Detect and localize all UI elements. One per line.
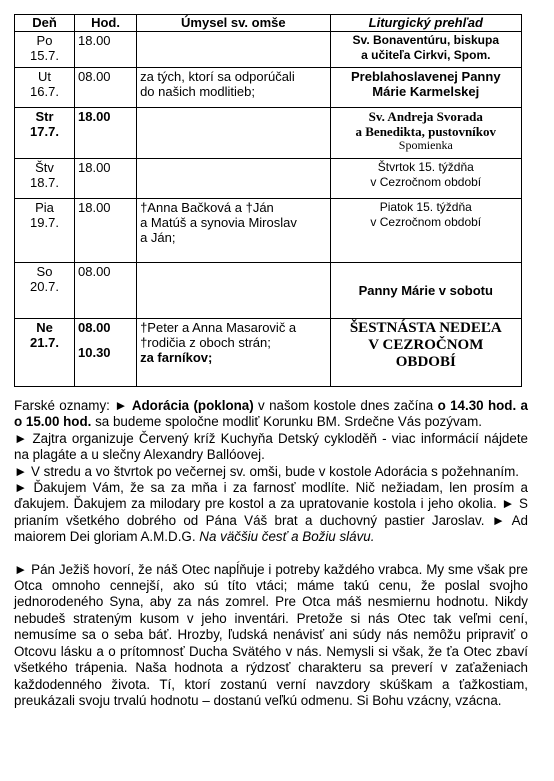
announcement-italic-text: Na väčšiu česť a Božiu slávu. bbox=[199, 529, 375, 545]
day-cell bbox=[15, 319, 75, 387]
hour-cell: 18.00 bbox=[75, 199, 137, 263]
liturgy-cell bbox=[330, 263, 521, 319]
liturgy-cell bbox=[330, 159, 521, 199]
liturgy-line: V CEZROČNOM bbox=[368, 337, 484, 353]
day-date: 20.7. bbox=[30, 279, 59, 294]
liturgy-line: v Cezročnom období bbox=[370, 215, 482, 229]
hour-cell: 18.00 bbox=[75, 159, 137, 199]
hour-cell: 18.00 bbox=[75, 32, 137, 68]
header-hour: Hod. bbox=[75, 15, 137, 32]
table-row bbox=[15, 32, 522, 68]
announcement-paragraph: ► Zajtra organizuje Červený kríž Kuchyňa Detský cykloděň - viac informácií nájdete na plagáte a u slečny Alexandry Ballóovej. bbox=[14, 430, 528, 463]
liturgy-line: Panny Márie v sobotu bbox=[358, 283, 493, 298]
intention-line: †Peter a Anna Masarovič a bbox=[140, 320, 297, 335]
intention-cell bbox=[137, 159, 330, 199]
day-name: Pia bbox=[35, 200, 54, 215]
intention-line: do našich modlitieb; bbox=[140, 84, 255, 99]
hour-line: 08.00 bbox=[78, 320, 111, 335]
announcement-bold-text: Adorácia (poklona) bbox=[131, 398, 254, 413]
intention-line: †rodičia z oboch strán; bbox=[140, 335, 271, 350]
table-row bbox=[15, 263, 522, 319]
day-name: Ut bbox=[38, 69, 51, 84]
mass-schedule-table bbox=[14, 14, 522, 387]
intention-line: za farníkov; bbox=[140, 350, 213, 365]
liturgy-line: Piatok 15. týždňa bbox=[379, 200, 472, 214]
liturgy-line: Sv. Andreja Svorada bbox=[368, 109, 483, 124]
liturgy-line: Štvrtok 15. týždňa bbox=[377, 160, 474, 174]
announcement-bold-text: o 14.30 hod. a o 15.00 hod. bbox=[14, 398, 528, 430]
day-cell bbox=[15, 263, 75, 319]
hour-cell: 08.00 bbox=[75, 263, 137, 319]
day-cell bbox=[15, 199, 75, 263]
liturgy-line: Márie Karmelskej bbox=[372, 84, 480, 99]
intention-cell bbox=[137, 68, 330, 108]
table-row bbox=[15, 319, 522, 387]
liturgy-line: OBDOBÍ bbox=[395, 354, 456, 370]
day-name: So bbox=[36, 264, 53, 279]
intention-cell bbox=[137, 108, 330, 159]
announcement-paragraph: ► V stredu a vo štvrtok po večernej sv. omši, bude v kostole Adorácia s požehnaním. bbox=[14, 463, 519, 479]
liturgy-line: Sv. Bonaventúru, biskupa bbox=[352, 33, 500, 47]
day-name: Ne bbox=[36, 320, 53, 335]
announcement-text: ► Ďakujem Vám, že sa za mňa i za farnosť modlíte. Nič nežiadam, len prosím a ďakujem. Ďakujem za milodary pre kostol a za upratovanie kostola i jeho okolia. ► S prianím všetkého dobrého od Pána Váš brat a duchovný pastier Jaroslav. ► Ad maiorem Dei gloriam A.M.D.G. bbox=[14, 480, 528, 545]
parish-announcements bbox=[14, 398, 528, 709]
liturgy-line: a učiteľa Cirkvi, Spom. bbox=[361, 48, 491, 62]
hour-cell: 18.00 bbox=[75, 108, 137, 159]
header-day: Deň bbox=[15, 15, 75, 32]
paragraph-spacer bbox=[14, 546, 528, 562]
liturgy-cell bbox=[330, 32, 521, 68]
liturgy-cell bbox=[330, 68, 521, 108]
hour-line: 10.30 bbox=[78, 345, 111, 360]
table-row bbox=[15, 159, 522, 199]
day-cell bbox=[15, 68, 75, 108]
day-name: Štv bbox=[35, 160, 54, 175]
day-date: 19.7. bbox=[30, 215, 59, 230]
announcement-paragraph bbox=[14, 398, 528, 431]
header-intention: Úmysel sv. omše bbox=[137, 15, 330, 32]
intention-cell bbox=[137, 263, 330, 319]
intention-line: †Anna Bačková a †Ján bbox=[140, 200, 274, 215]
day-name: Str bbox=[35, 109, 54, 124]
announcement-text: Farské oznamy: ► bbox=[14, 398, 132, 413]
hour-cell: 08.00 bbox=[75, 68, 137, 108]
day-date: 15.7. bbox=[30, 48, 59, 63]
liturgy-cell bbox=[330, 199, 521, 263]
liturgy-line: v Cezročnom období bbox=[370, 175, 482, 189]
table-row bbox=[15, 68, 522, 108]
day-date: 18.7. bbox=[30, 175, 59, 190]
day-cell bbox=[15, 108, 75, 159]
announcement-text: v našom kostole dnes začína bbox=[253, 398, 438, 413]
liturgy-cell bbox=[330, 108, 521, 159]
liturgy-line: ŠESTNÁSTA NEDEĽA bbox=[349, 320, 502, 336]
announcement-paragraph bbox=[14, 480, 528, 546]
day-cell bbox=[15, 32, 75, 68]
intention-line: a Ján; bbox=[140, 230, 176, 245]
table-header-row bbox=[15, 15, 522, 32]
announcement-text: sa budeme spoločne modliť Korunku BM. Srdečne Vás pozývam. bbox=[91, 414, 482, 430]
reflection-paragraph: ► Pán Ježiš hovorí, že náš Otec napĺňuje i potreby každého vrabca. My sme však pre Otca omnoho cennejší, ako sú títo vtáci; máme takú cenu, že poslal svojho jednorodeného Syna, aby za nás zomrel. Pre Otca máš nesmiernu hodnotu. Nikdy nebudeš strateným kusom v jeho inventári. Pretože si nás Otec tak veľmi cení, nemusíme sa o seba báť. Hrozby, ľudská nenávisť ani súdy nás nemôžu pripraviť o Otcovu lásku a o prítomnosť Ducha Svätého v nás. Nemysli si však, že ťa Otec zbaví všetkého trápenia. Naša hodnota a rýdzosť charakteru sa preverí v zaťaženiach každodenného života. Tí, ktorí zostanú verní navzdory skúškam a ťažkostiam, preukázali svoju trvalú hodnotu – dostanú veľkú odmenu. Si Bohu vzácny, vzácna. bbox=[14, 561, 528, 708]
intention-line: za tých, ktorí sa odporúčali bbox=[140, 69, 295, 84]
intention-cell bbox=[137, 199, 330, 263]
liturgy-line: a Benedikta, pustovníkov bbox=[355, 124, 497, 139]
day-cell bbox=[15, 159, 75, 199]
day-date: 16.7. bbox=[30, 84, 59, 99]
day-date: 21.7. bbox=[30, 335, 59, 350]
intention-line: a Matúš a synovia Miroslav bbox=[140, 215, 297, 230]
day-date: 17.7. bbox=[30, 124, 59, 139]
day-name: Po bbox=[36, 33, 53, 48]
table-row bbox=[15, 199, 522, 263]
intention-cell bbox=[137, 32, 330, 68]
table-row bbox=[15, 108, 522, 159]
header-liturgy: Liturgický prehľad bbox=[330, 15, 521, 32]
liturgy-line: Preblahoslavenej Panny bbox=[350, 69, 501, 84]
intention-cell bbox=[137, 319, 330, 387]
liturgy-line: Spomienka bbox=[398, 138, 453, 152]
hour-cell bbox=[75, 319, 137, 387]
liturgy-cell bbox=[330, 319, 521, 387]
